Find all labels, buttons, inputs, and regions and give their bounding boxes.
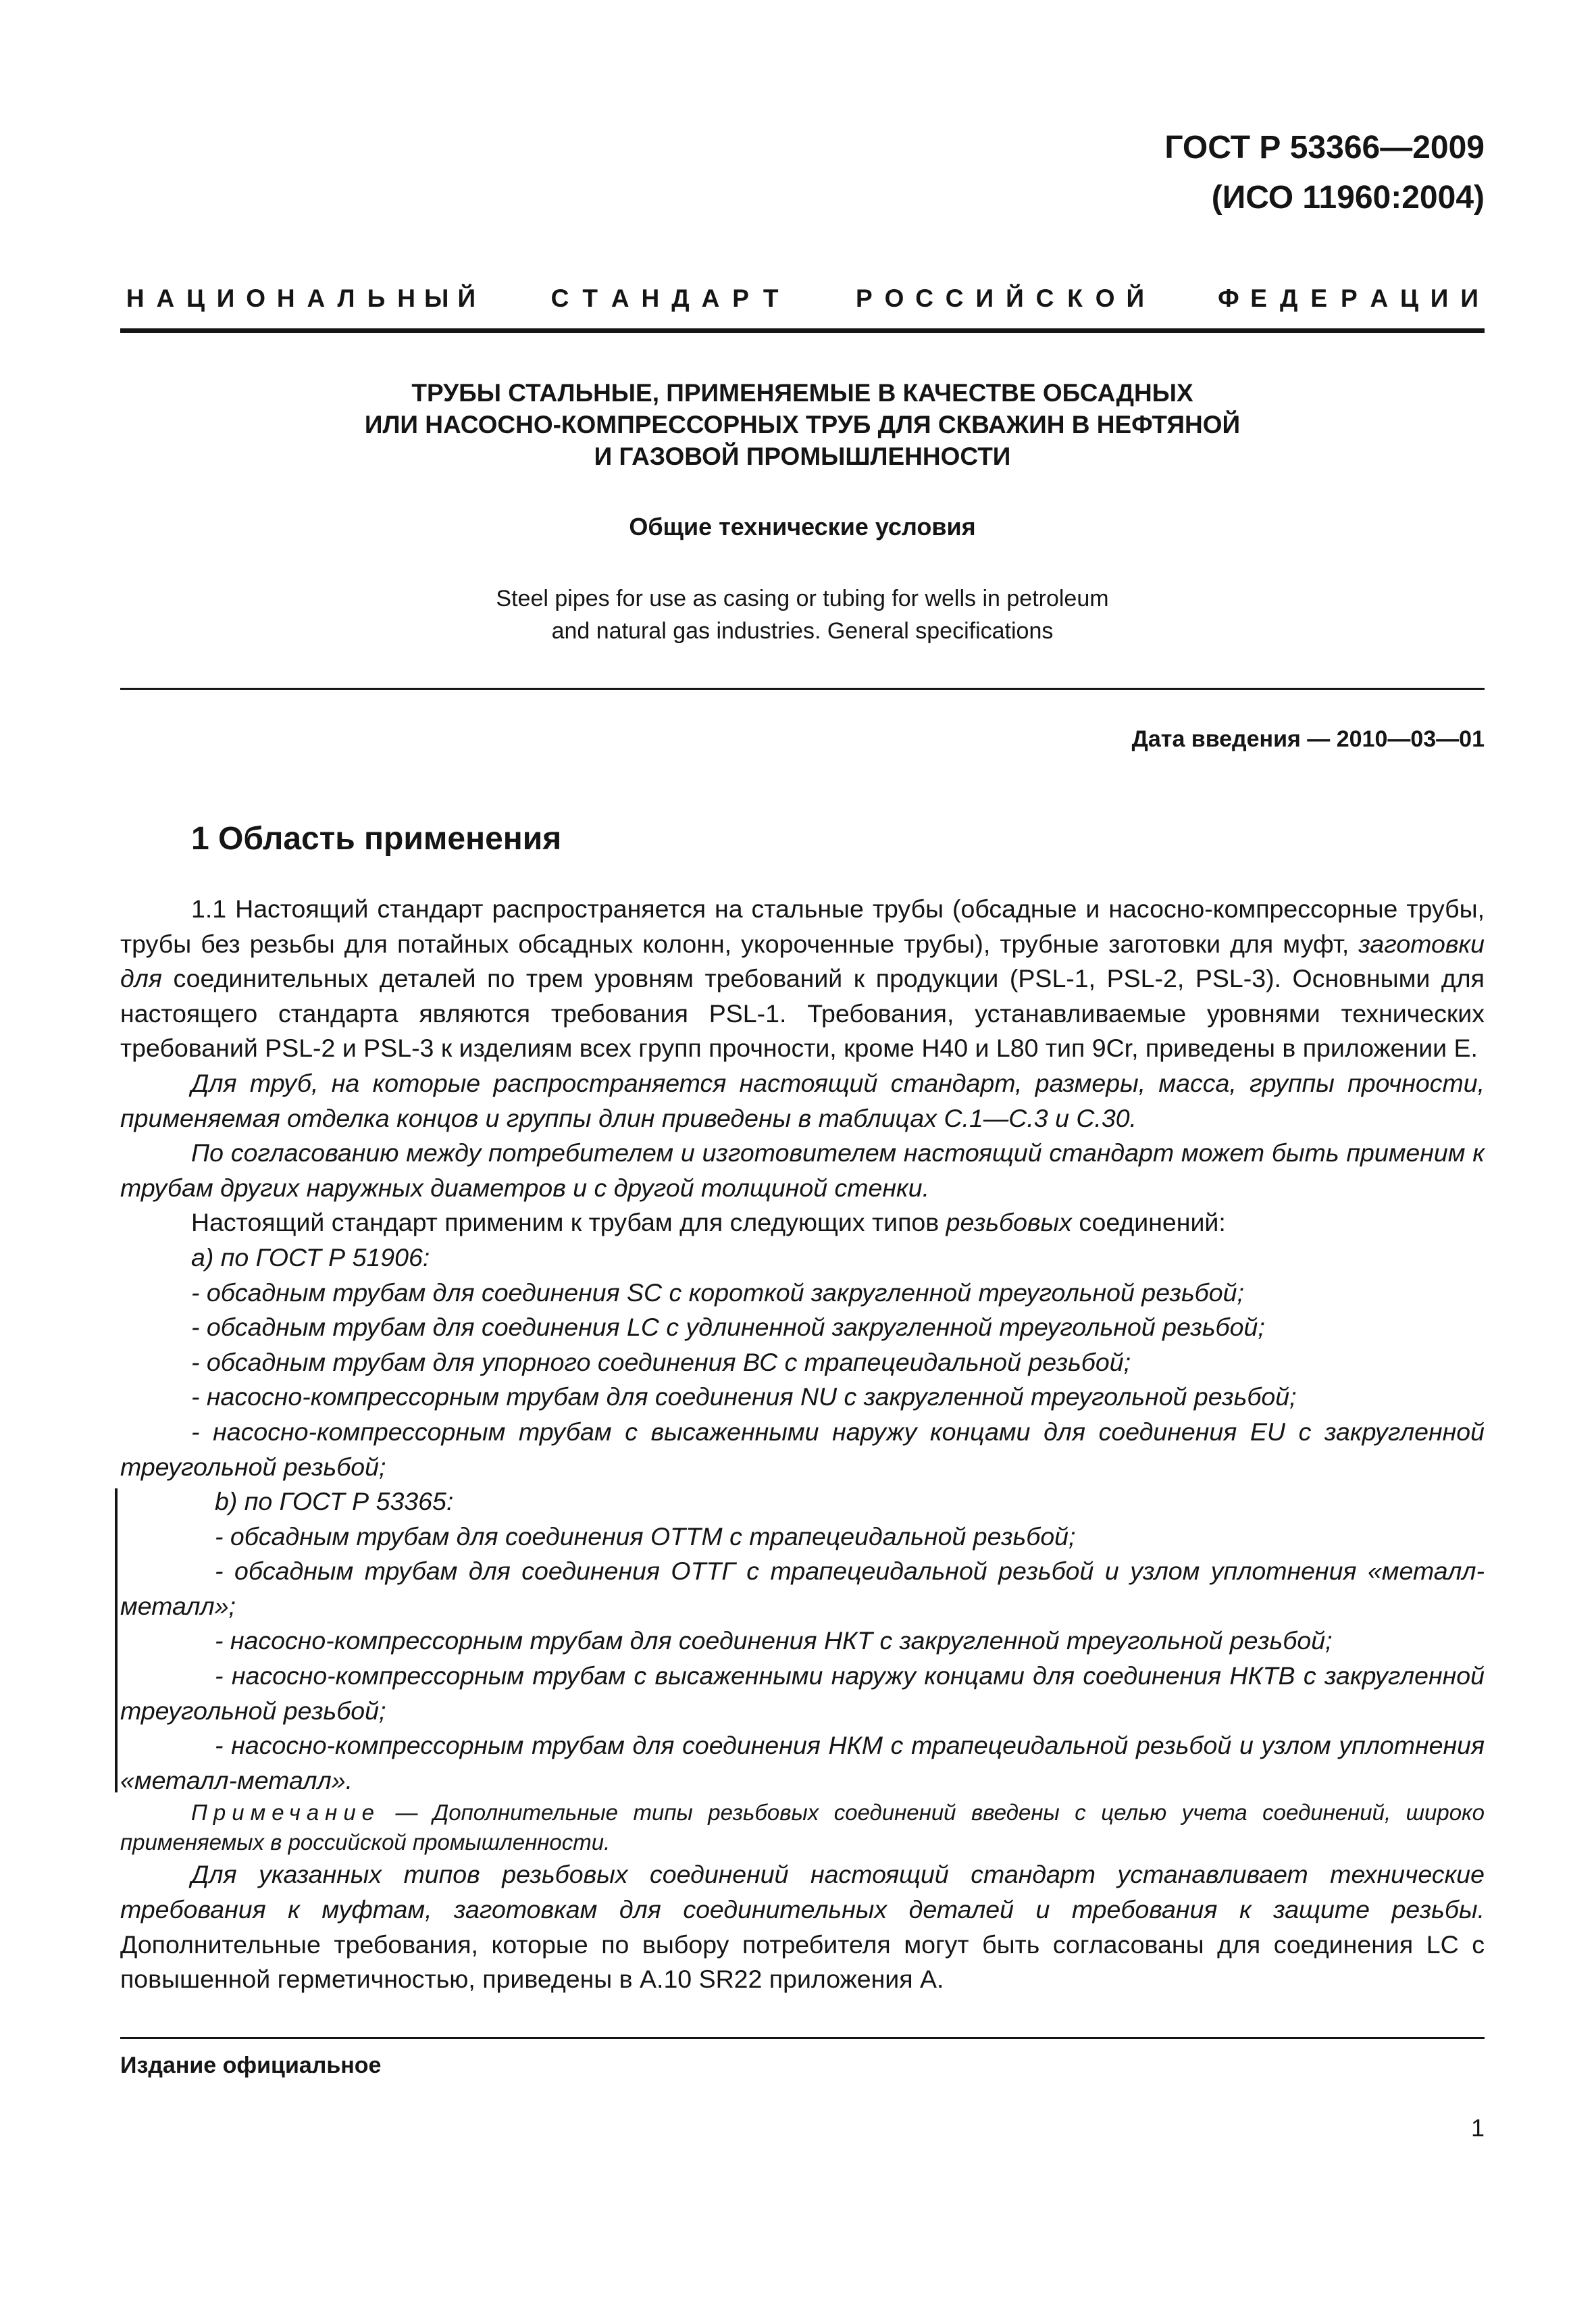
section-body — [120, 892, 1485, 1997]
national-banner-word: Р О С С И Й С К О Й — [856, 284, 1145, 312]
paragraph-sizes: Для труб, на которые распространяется настоящий стандарт, размеры, масса, группы прочности, применяемая отделка концов и группы длин приведены в таблицах С.1—С.3 и С.30. — [120, 1068, 1485, 1132]
list-item: - насосно-компрессорным трубам для соединения NU с закругленной треугольной резьбой; — [191, 1382, 1297, 1411]
english-title-line-2: and natural gas industries. General specifications — [551, 618, 1054, 644]
note-text: — Дополнительные типы резьбовых соединений введены с целью учета соединений, широко применяемых в российской промышленности. — [120, 1800, 1485, 1855]
standard-designation — [1164, 123, 1485, 223]
title-line-3: И ГАЗОВОЙ ПРОМЫШЛЕННОСТИ — [594, 443, 1011, 470]
title-line-1: ТРУБЫ СТАЛЬНЫЕ, ПРИМЕНЯЕМЫЕ В КАЧЕСТВЕ ОБСАДНЫХ — [411, 379, 1193, 407]
list-item: - обсадным трубам для соединения ОТТМ с трапецеидальной резьбой; — [215, 1521, 1076, 1551]
header-rule — [120, 328, 1485, 333]
note-label: Примечание — [191, 1800, 381, 1826]
national-banner-word: Ф Е Д Е Р А Ц И И — [1218, 284, 1478, 312]
list-b-heading: b) по ГОСТ Р 53365: — [215, 1487, 454, 1516]
section-heading: 1 Область применения — [191, 821, 562, 857]
list-item: - насосно-компрессорным трубам с высаженными наружу концами для соединения НКТВ с закругленной треугольной резьбой; — [120, 1661, 1485, 1725]
introduction-date: Дата введения — 2010—03—01 — [1131, 726, 1485, 752]
page-number: 1 — [1470, 2114, 1485, 2142]
designation-line-1: ГОСТ Р 53366—2009 — [1164, 130, 1485, 166]
official-edition-label: Издание официальное — [120, 2053, 382, 2078]
title-rule — [120, 688, 1485, 690]
document-title — [120, 377, 1485, 472]
list-item: - обсадным трубам для соединения LC с удлиненной закругленной треугольной резьбой; — [191, 1313, 1265, 1342]
list-item: - насосно-компрессорным трубам для соединения НКТ с закругленной треугольной резьбой; — [215, 1626, 1333, 1655]
paragraph-1-1: 1.1 Настоящий стандарт распространяется на стальные трубы (обсадные и насосно-компрессорные трубы, трубы без резьбы для потайных обсадных колонн, укороченные трубы), трубные заготовки для муфт, заготовки для соединительных деталей по трем уровням требований к продукции (PSL-1, PSL-2, PSL-3). Основными для настоящего стандарта являются требования PSL-1. Требования, устанавливаемые уровнями технических требований PSL-2 и PSL-3 к изделиям всех групп прочности, кроме H40 и L80 тип 9Cr, приведены в приложении Е. — [120, 895, 1485, 1063]
note — [120, 1798, 1485, 1857]
list-a — [120, 1276, 1485, 1485]
list-item: - насосно-компрессорным трубам для соединения НКМ с трапецеидальной резьбой и узлом уплотнения «металл-металл». — [120, 1731, 1485, 1794]
list-item: - обсадным трубам для упорного соединения ВС с трапецеидальной резьбой; — [191, 1347, 1131, 1376]
list-item: - насосно-компрессорным трубам с высаженными наружу концами для соединения EU с закругленной треугольной резьбой; — [120, 1417, 1485, 1481]
list-b-block — [120, 1484, 1485, 1798]
designation-line-2: (ИСО 11960:2004) — [1211, 180, 1485, 216]
list-item: - обсадным трубам для соединения SC с короткой закругленной треугольной резьбой; — [191, 1278, 1244, 1307]
paragraph-thread-types: Настоящий стандарт применим к трубам для следующих типов резьбовых соединений: — [191, 1208, 1226, 1237]
list-b — [120, 1519, 1485, 1799]
change-bar — [115, 1488, 118, 1792]
national-standard-banner — [120, 282, 1485, 315]
english-title-line-1: Steel pipes for use as casing or tubing for wells in petroleum — [496, 586, 1109, 611]
paragraph-agreement: По согласованию между потребителем и изготовителем настоящий стандарт может быть применим к трубам других наружных диаметров и с другой толщиной стенки. — [120, 1138, 1485, 1202]
national-banner-word: С Т А Н Д А Р Т — [550, 284, 779, 312]
list-a-heading: a) по ГОСТ Р 51906: — [191, 1242, 430, 1272]
english-title — [120, 582, 1485, 647]
national-banner-word: Н А Ц И О Н А Л Ь Н Ы Й — [126, 284, 476, 312]
paragraph-requirements: Для указанных типов резьбовых соединений настоящий стандарт устанавливает технические требования к муфтам, заготовкам для соединительных деталей и требования к защите резьбы. Дополнительные требования, которые по выбору потребителя могут быть согласованы для соединения LC с повышенной герметичностью, приведены в А.10 SR22 приложения А. — [120, 1860, 1485, 1994]
title-line-2: ИЛИ НАСОСНО-КОМПРЕССОРНЫХ ТРУБ ДЛЯ СКВАЖИН В НЕФТЯНОЙ — [364, 411, 1241, 438]
list-item: - обсадным трубам для соединения ОТТГ с трапецеидальной резьбой и узлом уплотнения «металл-металл»; — [120, 1557, 1485, 1620]
document-subtitle: Общие технические условия — [629, 513, 976, 540]
footer-rule — [120, 2037, 1485, 2039]
